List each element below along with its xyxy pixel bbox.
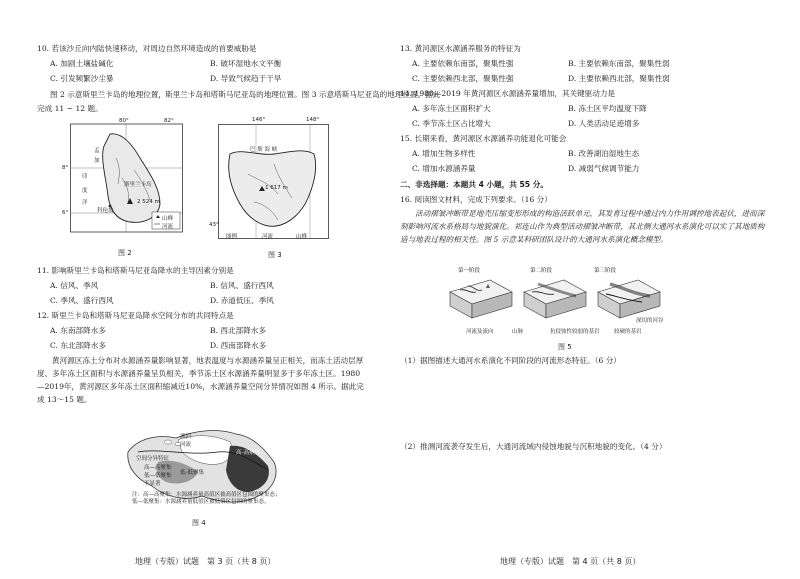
fig3-lon-148: 148° — [306, 117, 320, 123]
q13-option-c[interactable]: C. 主要依赖西北部，聚集性强 — [412, 74, 514, 83]
fig5-legend-hard: 较硬的基岩 — [614, 329, 642, 335]
q14-option-a[interactable]: A. 多年冻土区面积扩大 — [412, 104, 491, 113]
fig4-tag-hh: 高-高聚集 — [236, 450, 260, 456]
q13-option-a[interactable]: A. 主要依赖东南部，聚集性强 — [412, 59, 514, 68]
fig4-note: 注：高—高聚集：水源涵养量高值区被高值区包围的聚集态；低—低聚集：水源涵养量低值区被低值区包围的聚集态。 — [132, 492, 281, 505]
fig4-lake: 湖泊 — [180, 434, 192, 440]
fig4-tag-ll: 低-低聚集 — [180, 470, 204, 476]
fig2-legend-river: 河流 — [162, 224, 174, 230]
q11-option-b[interactable]: B. 信风、盛行西风 — [210, 281, 274, 290]
q13-option-d[interactable]: D. 主要依赖西北部，聚集性弱 — [568, 74, 670, 83]
tasmania-map — [218, 124, 330, 242]
q16-heading: 16. 阅读图文材料，完成下列要求。（16 分） — [400, 195, 552, 204]
q11-stem: 11. 影响斯里兰卡岛和塔斯马尼亚岛降水的主导因素分别是 — [37, 266, 234, 275]
q15-stem: 15. 长期来看，黄河源区水源涵养功能退化可能会 — [400, 134, 567, 143]
q15-option-c[interactable]: C. 增加水源涵养量 — [412, 164, 476, 173]
fig4-legend-hh: 高—高聚集 — [144, 465, 172, 471]
fig5-caption: 图 5 — [558, 343, 572, 351]
q12-option-c[interactable]: C. 东北部降水多 — [50, 341, 106, 350]
section-2-heading: 二、非选择题：本题共 4 小题，共 55 分。 — [400, 180, 548, 189]
fig5-stage1-label: 第一阶段 — [458, 268, 481, 274]
fig3-legend-river: 河流 — [262, 234, 274, 240]
q16-material: 活动褶皱冲断带是地壳压缩变形形成的构造活跃单元，其发育过程中通过内力作用调控地表起伏，进而深刻影响河流水系格局与地貌演化。祁连山作为典型活动褶皱冲断带，其北侧大通河水系演化可以实了其地质构造与地表过程的相关性。图 5 示意某科研团队设计的大通河水系演化概念模型。 — [400, 209, 765, 244]
q15-option-d[interactable]: D. 减弱气候调节能力 — [568, 164, 640, 173]
fig2-sea-1: 孟 — [94, 148, 100, 154]
intro11-line1: 斯里兰卡岛和塔斯马尼亚岛的地理位置。图 3 示意塔斯马尼亚岛的地理位置。据此 — [165, 90, 441, 99]
q10-option-d[interactable]: D. 导致气候趋于干旱 — [210, 74, 282, 83]
fig2-lat-6: 6° — [62, 210, 69, 216]
q14-option-d[interactable]: D. 人类活动足迹增多 — [568, 119, 640, 128]
intro11-num: 图 2 示意斯里兰卡岛的地理位置， — [50, 90, 166, 99]
fig2-legend-mtn: 山峰 — [162, 216, 174, 222]
q14-option-b[interactable]: B. 冻土区平均温度下降 — [568, 104, 647, 113]
fig5-incised-valley: 深切的河谷 — [636, 318, 664, 324]
fig4-legend-ns: 不显著 — [144, 481, 161, 487]
fig5-legend-mtn: 山脉 — [512, 329, 524, 335]
fig2-peak: 2 524 m — [137, 199, 160, 205]
right-footer: 地理（专版）试题 第 4 页（共 8 页） — [500, 557, 641, 566]
q15-option-a[interactable]: A. 增加生物多样性 — [412, 149, 476, 158]
fig2-place: 斯里兰卡岛 — [124, 182, 152, 188]
q11-option-a[interactable]: A. 信风、季风 — [50, 281, 99, 290]
fig4-legend-ll: 低—低聚集 — [144, 473, 172, 479]
fig2-caption: 图 2 — [118, 249, 132, 257]
intro13-paragraph: 黄河源区冻土分布对水源涵养量影响显著，地表温度与水源涵养量呈正相关，而冻土活动层厚度、多年冻土区面积与水源涵养量呈负相关，季节冻土区水源涵养量明显多于多年冻土区。1980—2019年，黄河源区多年冻土区面积缩减近10%，水源涵养量空间分异情况如图 4 所示。据此完成 13～15 题。 — [37, 356, 364, 404]
q11-option-c[interactable]: C. 季风、盛行西风 — [50, 296, 114, 305]
fig4-river: 河流 — [180, 442, 192, 448]
fig4-legend-title: 空间分异特征 — [136, 456, 170, 462]
fig2-city: 科伦坡 — [97, 208, 114, 214]
fig5-stage3-label: 第三阶段 — [594, 268, 617, 274]
q13-stem: 13. 黄河源区水源涵养服务的特征为 — [400, 44, 521, 53]
intro11-line2: 完成 11 ~ 12 题。 — [37, 104, 103, 113]
fig4-caption: 图 4 — [192, 519, 206, 527]
q16-part2: （2）推测河流袭夺发生后，大通河流域内侵蚀地貌与沉积地貌的变化。（4 分） — [400, 442, 667, 451]
q12-option-a[interactable]: A. 东南部降水多 — [50, 326, 106, 335]
fig2-sea-2: 加 — [94, 158, 100, 164]
q12-stem: 12. 斯里兰卡岛和塔斯马尼亚岛降水空间分布的共同特点是 — [37, 311, 234, 320]
q12-option-d[interactable]: D. 西南部降水多 — [210, 341, 267, 350]
q16-part1: （1）据图描述大通河水系演化不同阶段的河流形态特征。（6 分） — [400, 356, 621, 365]
fig3-caption: 图 3 — [268, 251, 282, 259]
left-footer: 地理（专版）试题 第 3 页（共 8 页） — [135, 557, 276, 566]
fig2-lon-80: 80° — [119, 118, 129, 124]
q10-stem: 10. 若该沙丘向内陆快速移动，对周边自然环境造成的首要威胁是 — [37, 44, 257, 53]
fig5-legend-river: 河流及流向 — [466, 329, 494, 335]
fig2-ocean-2: 度 — [82, 188, 88, 194]
river-evolution-diagram — [446, 274, 666, 324]
fig2-ocean-1: 印 — [82, 174, 88, 180]
fig3-legend-title: 图例 — [226, 234, 238, 240]
fig2-ocean-3: 洋 — [82, 200, 88, 206]
fig3-lon-146: 146° — [252, 117, 266, 123]
q10-option-c[interactable]: C. 引发频繁沙尘暴 — [50, 74, 114, 83]
q13-option-b[interactable]: B. 主要依赖东南部，聚集性弱 — [568, 59, 670, 68]
fig2-lon-82: 82° — [164, 118, 174, 124]
q10-option-b[interactable]: B. 破坏湿地水文平衡 — [210, 59, 282, 68]
q15-option-b[interactable]: B. 改善湖泊湿地生态 — [568, 149, 640, 158]
q10-option-a[interactable]: A. 加剧土壤盐碱化 — [50, 59, 114, 68]
fig2-lat-8: 8° — [62, 165, 69, 171]
fig5-legend-weak: 抗侵蚀性较弱的基岩 — [550, 329, 600, 335]
q12-option-b[interactable]: B. 西北部降水多 — [210, 326, 266, 335]
fig5-stage2-label: 第二阶段 — [530, 268, 553, 274]
fig3-peak: 1 617 m — [265, 185, 288, 191]
right-page — [400, 0, 800, 579]
fig3-strait: 巴 斯 海 峡 — [250, 147, 278, 153]
fig3-legend-mtn: 山峰 — [296, 234, 308, 240]
q11-option-d[interactable]: D. 赤道低压、季风 — [210, 296, 274, 305]
q14-option-c[interactable]: C. 季节冻土区占比增大 — [412, 119, 491, 128]
q14-stem: 14. 1980—2019 年黄河源区水源涵养量增加，其关键驱动力是 — [400, 89, 616, 98]
fig3-lat-43: 43° — [209, 222, 219, 228]
